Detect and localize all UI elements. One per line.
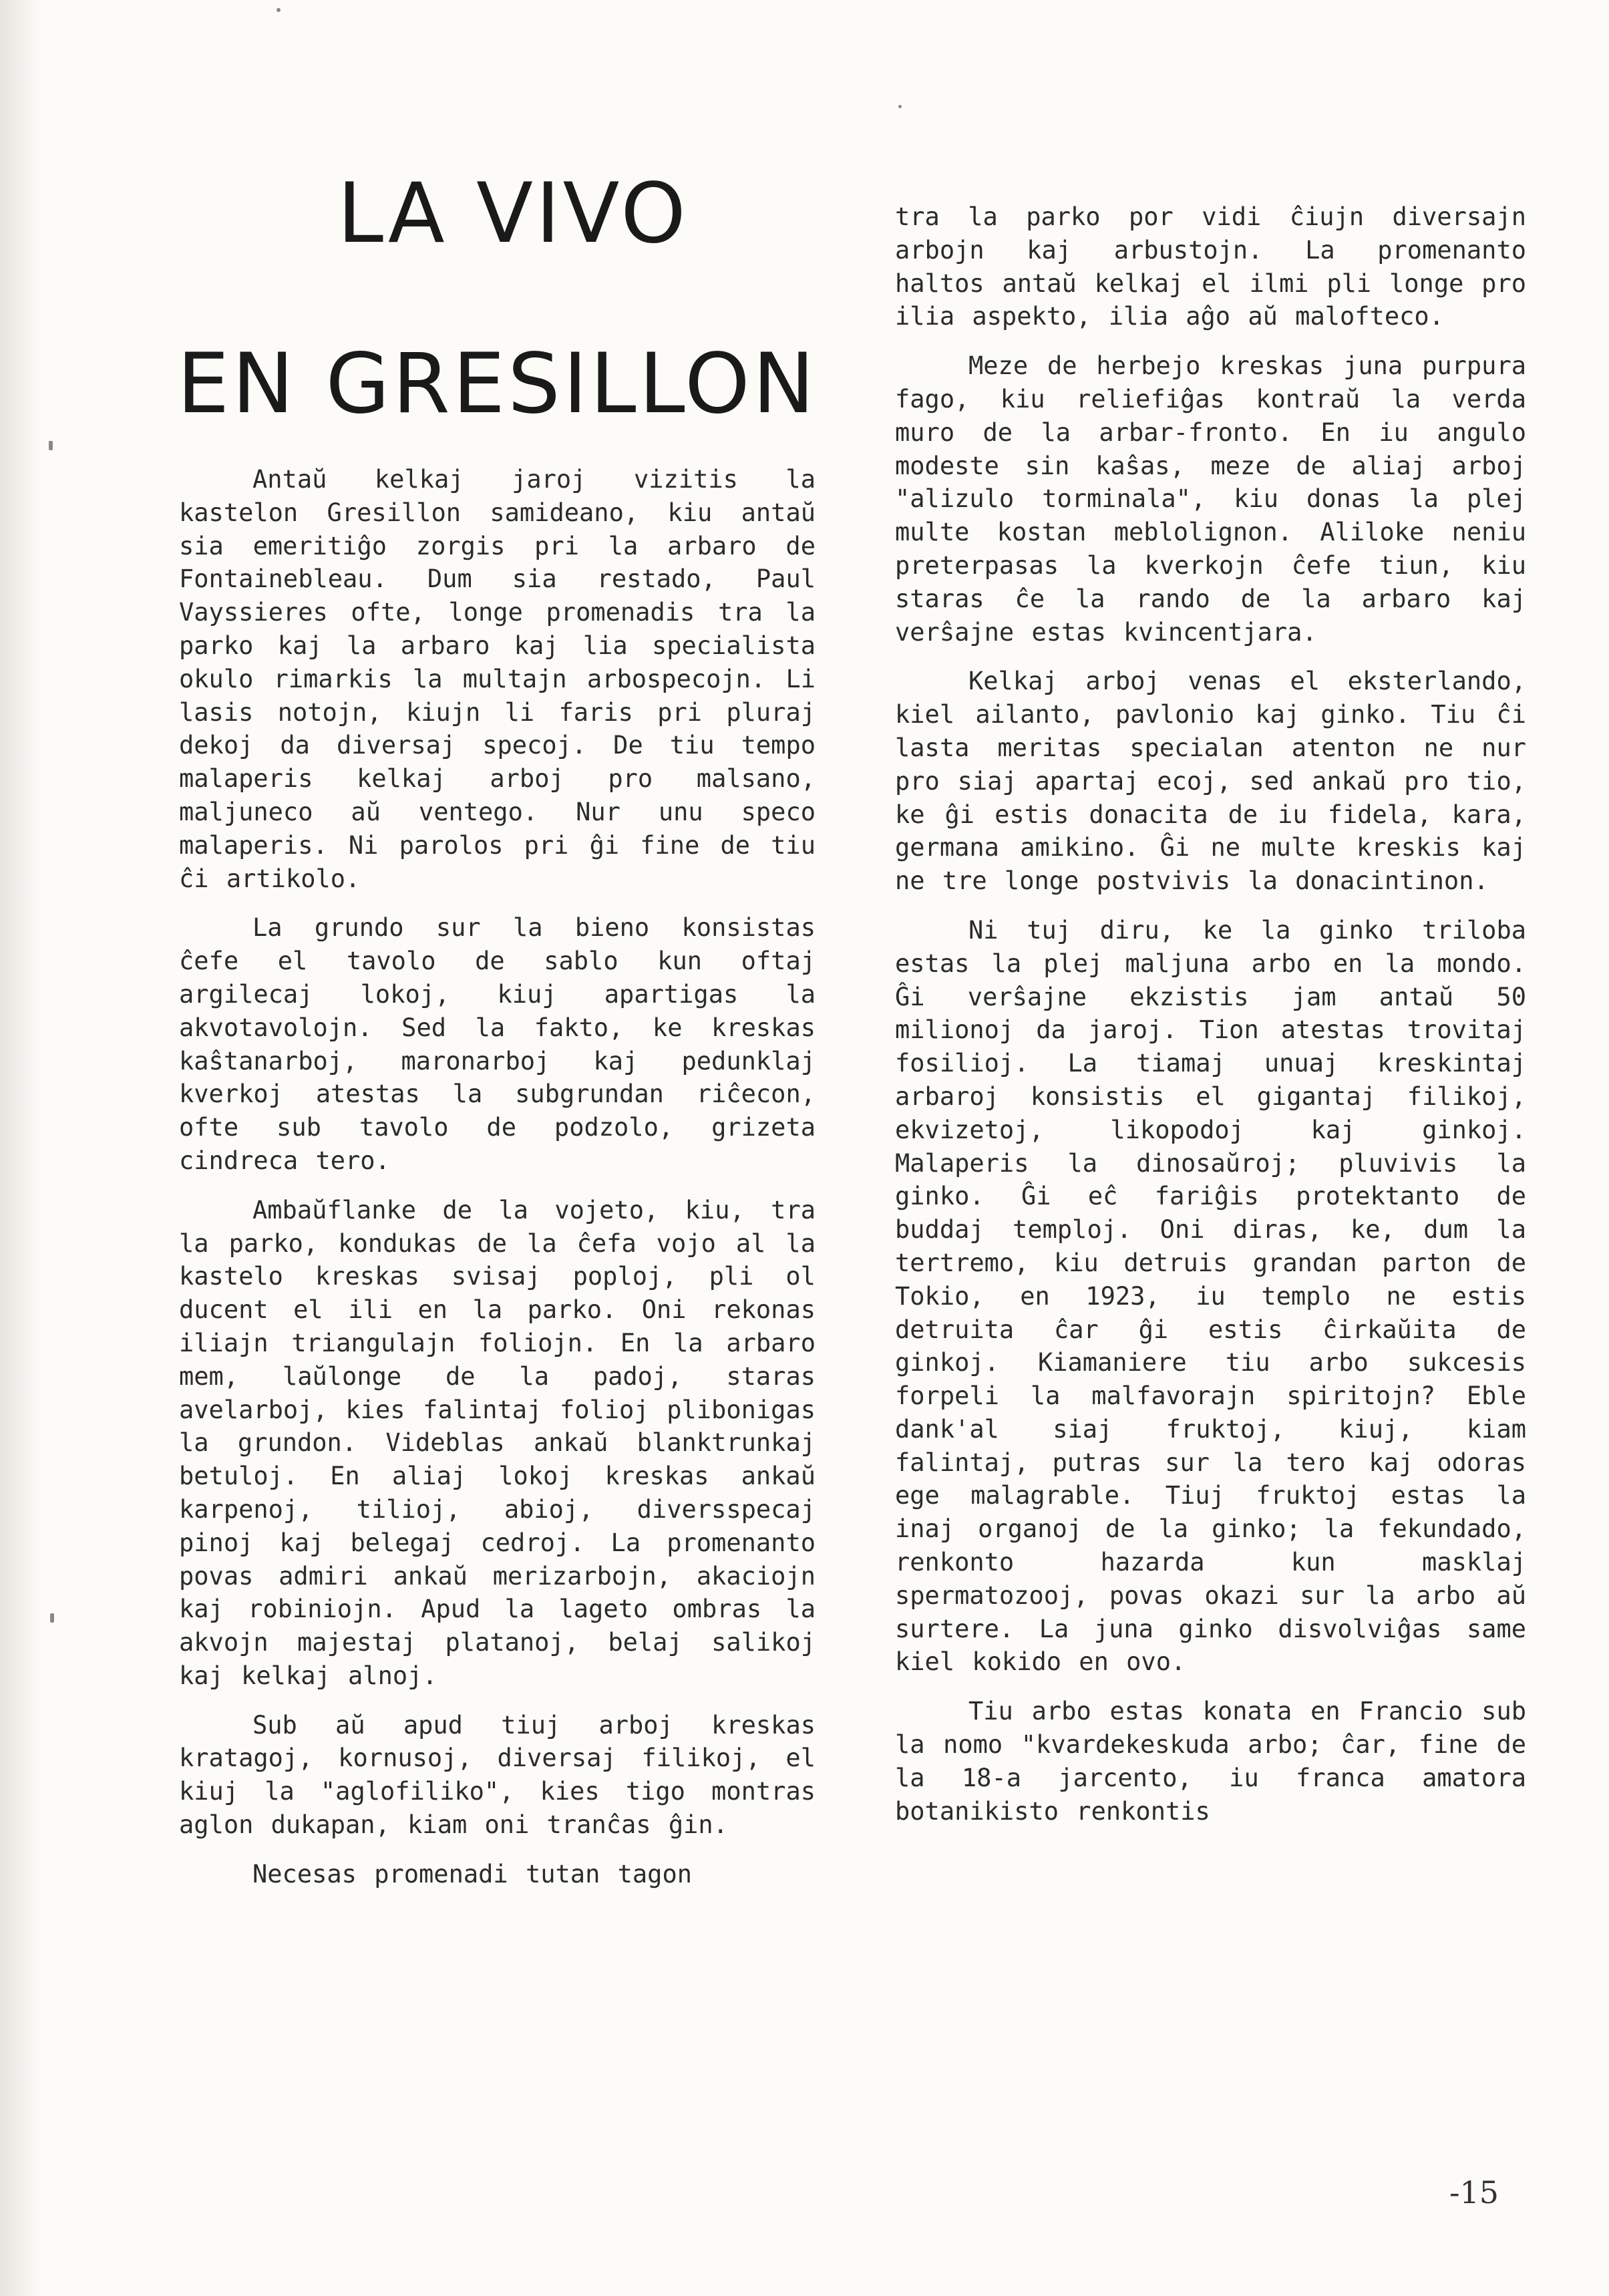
paragraph: Ambaŭflanke de la vojeto, kiu, tra la parko, kondukas de la ĉefa vojo al la kastelo kreskas svisaj poploj, pli ol ducent el ili en la parko. Oni rekonas iliajn triangulajn foliojn. En la arbaro mem, laŭlonge de la padoj, staras avelarboj, kies falintaj folioj plibonigas la grundon. Videblas ankaŭ blanktrunkaj betuloj. En aliaj lokoj kreskas ankaŭ karpenoj, tilioj, abioj, diversspecaj pinoj kaj belegaj cedroj. La promenanto povas admiri ankaŭ merizarbojn, akaciojn kaj robiniojn. Apud la lageto ombras la akvojn majestaj platanoj, belaj salikoj kaj kelkaj alnoj. [179, 1195, 816, 1690]
paragraph: Antaŭ kelkaj jaroj vizitis la kastelon Gresillon samideano, kiu antaŭ sia emeritiĝo zorgis pri la arbaro de Fontainebleau. Dum sia restado, Paul Vayssieres ofte, longe promenadis tra la parko kaj la arbaro kaj lia specialista okulo rimarkis la multajn arbospecojn. Li lasis notojn, kiujn li faris pri pluraj dekoj da diversaj specoj. De tiu tempo malaperis kelkaj arboj pro malsano, maljuneco aŭ ventego. Nur unu speco malaperis. Ni parolos pri ĝi fine de tiu ĉi artikolo. [179, 465, 816, 893]
page-edge-shadow [0, 0, 40, 2296]
paragraph: Sub aŭ apud tiuj arboj kreskas kratagoj, kornusoj, diversaj filikoj, el kiuj la "aglofiliko", kies tigo montras aglon dukapan, kiam oni tranĉas ĝin. [179, 1710, 816, 1840]
page-number: -15 [1449, 2174, 1499, 2210]
left-text-column [179, 463, 816, 1907]
paragraph: Necesas promenadi tutan tagon [252, 1859, 693, 1889]
paragraph: Kelkaj arboj venas el eksterlando, kiel ailanto, pavlonio kaj ginko. Tiu ĉi lasta meritas specialan atenton ne nur pro siaj apartaj ecoj, sed ankaŭ pro tio, ke ĝi estis donacita de iu fidela, kara, germana amikino. Ĝi ne multe kreskis kaj ne tre longe postvivis la donacintinon. [895, 667, 1526, 896]
paragraph: Ni tuj diru, ke la ginko triloba estas la plej maljuna arbo en la mondo. Ĝi verŝajne ekzistis jam antaŭ 50 milionoj da jaroj. Tion atestas trovitaj fosilioj. La tiamaj unuaj kreskintaj arbaroj konsistis el gigantaj filikoj, ekvizetoj, likopodoj kaj ginkoj. Malaperis la dinosaŭroj; pluvivis la ginko. Ĝi eĉ fariĝis protektanto de buddaj temploj. Oni diras, ke, dum la tertremo, kiu detruis grandan parton de Tokio, en 1923, iu templo ne estis detruita ĉar ĝi estis ĉirkaŭita de ginkoj. Kiamaniere tiu arbo sukcesis forpeli la malfavorajn spiritojn? Eble dank'al siaj fruktoj, kiuj, kiam falintaj, putras sur la tero kaj odoras ege malagrable. Tiuj fruktoj estas la inaj organoj de la ginko; la fekundado, renkonto hazarda kun masklaj spermatozooj, povas okazi sur la arbo aŭ surtere. La juna ginko disvolviĝas same kiel kokido en ovo. [895, 915, 1526, 1677]
article-title-line-2: EN GRESILLON [177, 336, 818, 432]
paragraph-continued: tra la parko por vidi ĉiujn diversajn arbojn kaj arbustojn. La promenanto haltos antaŭ kelkaj el ilmi pli longe pro ilia aspekto, ilia aĝo aŭ malofteco. [895, 202, 1526, 331]
paper-speck [277, 8, 281, 12]
paragraph: Meze de herbejo kreskas juna purpura fago, kiu reliefiĝas kontraŭ la verda muro de la arbar-fronto. En iu angulo modeste sin kaŝas, meze de aliaj arboj "alizulo torminala", kiu donas la plej multe kostan meblolignon. Aliloke neniu preterpasas la kverkojn ĉefe tiun, kiu staras ĉe la rando de la arbaro kaj verŝajne estas kvincentjara. [895, 351, 1526, 647]
right-text-column [895, 200, 1526, 1844]
paper-speck [898, 105, 902, 108]
paragraph: La grundo sur la bieno konsistas ĉefe el tavolo de sablo kun oftaj argilecaj lokoj, kiuj apartigas la akvotavolojn. Sed la fakto, ke kreskas kaŝtanarboj, maronarboj kaj pedunklaj kverkoj atestas la subgrundan riĉecon, ofte sub tavolo de podzolo, grizeta cindreca tero. [179, 913, 816, 1175]
paper-speck [50, 1613, 54, 1623]
paper-speck [49, 441, 53, 450]
paragraph: Tiu arbo estas konata en Francio sub la nomo "kvardekeskuda arbo; ĉar, fine de la 18-a jarcento, iu franca amatora botanikisto renkontis [895, 1697, 1526, 1826]
article-title-line-1: LA VIVO [337, 166, 689, 262]
